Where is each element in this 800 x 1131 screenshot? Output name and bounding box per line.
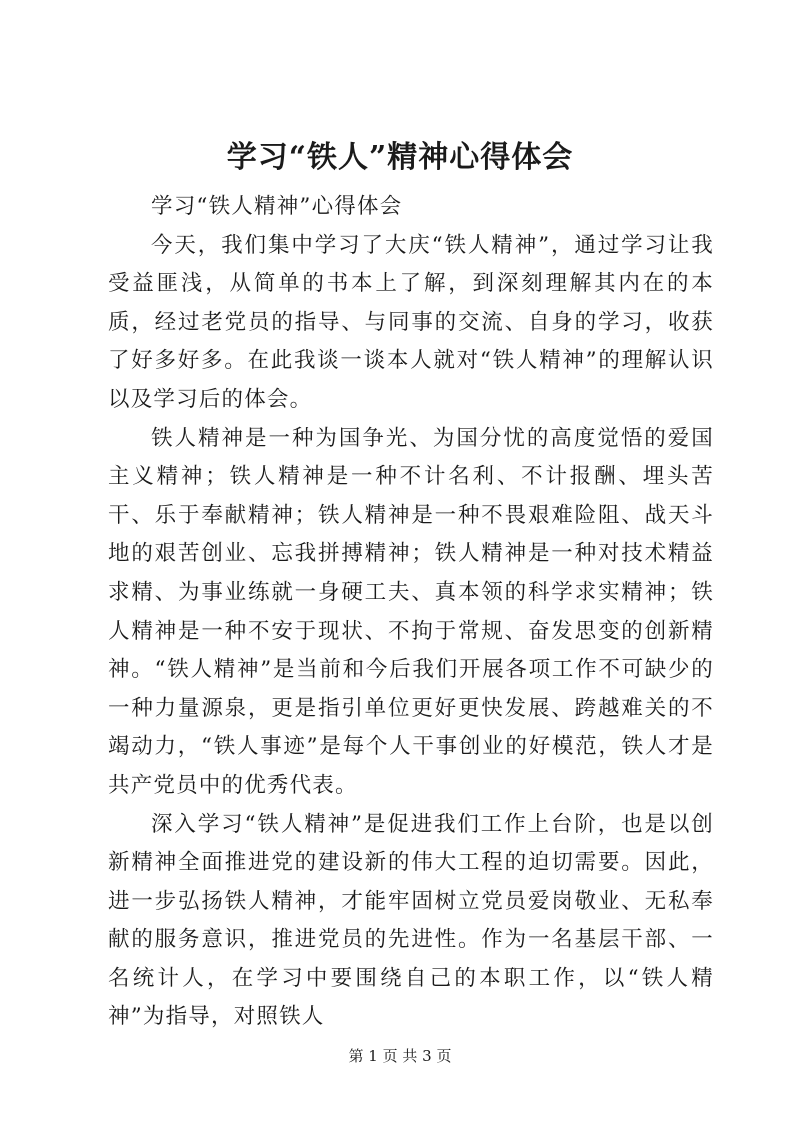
subtitle-paragraph: 学习“铁人精神”心得体会 xyxy=(151,194,403,219)
body-paragraph: 深入学习“铁人精神”是促进我们工作上台阶，也是以创新精神全面推进党的建设新的伟大工程的迫切需要。因此，进一步弘扬铁人精神，才能牢固树立党员爱岗敬业、无私奉献的服务意识，推进党员的先进性。作为一名基层干部、一名统计人，在学习中要围绕自己的本职工作，以“铁人精神”为指导，对照铁人 xyxy=(108,811,714,1030)
body-paragraph: 今天，我们集中学习了大庆“铁人精神”，通过学习让我受益匪浅，从简单的书本上了解，到深刻理解其内在的本质，经过老党员的指导、与同事的交流、自身的学习，收获了好多好多。在此我谈一谈本人就对“铁人精神”的理解认识以及学习后的体会。 xyxy=(108,232,714,412)
page-number-footer: 第 1 页 共 3 页 xyxy=(348,1047,452,1065)
document-title: 学习“铁人”精神心得体会 xyxy=(226,140,574,175)
body-paragraph: 铁人精神是一种为国争光、为国分忧的高度觉悟的爱国主义精神；铁人精神是一种不计名利、不计报酬、埋头苦干、乐于奉献精神；铁人精神是一种不畏艰难险阻、战天斗地的艰苦创业、忘我拼搏精神；铁人精神是一种对技术精益求精、为事业练就一身硬工夫、真本领的科学求实精神；铁人精神是一种不安于现状、不拘于常规、奋发思变的创新精神。“铁人精神”是当前和今后我们开展各项工作不可缺少的一种力量源泉，更是指引单位更好更快发展、跨越难关的不竭动力，“铁人事迹”是每个人干事创业的好模范，铁人才是共产党员中的优秀代表。 xyxy=(108,425,714,798)
document-body xyxy=(108,188,714,1037)
